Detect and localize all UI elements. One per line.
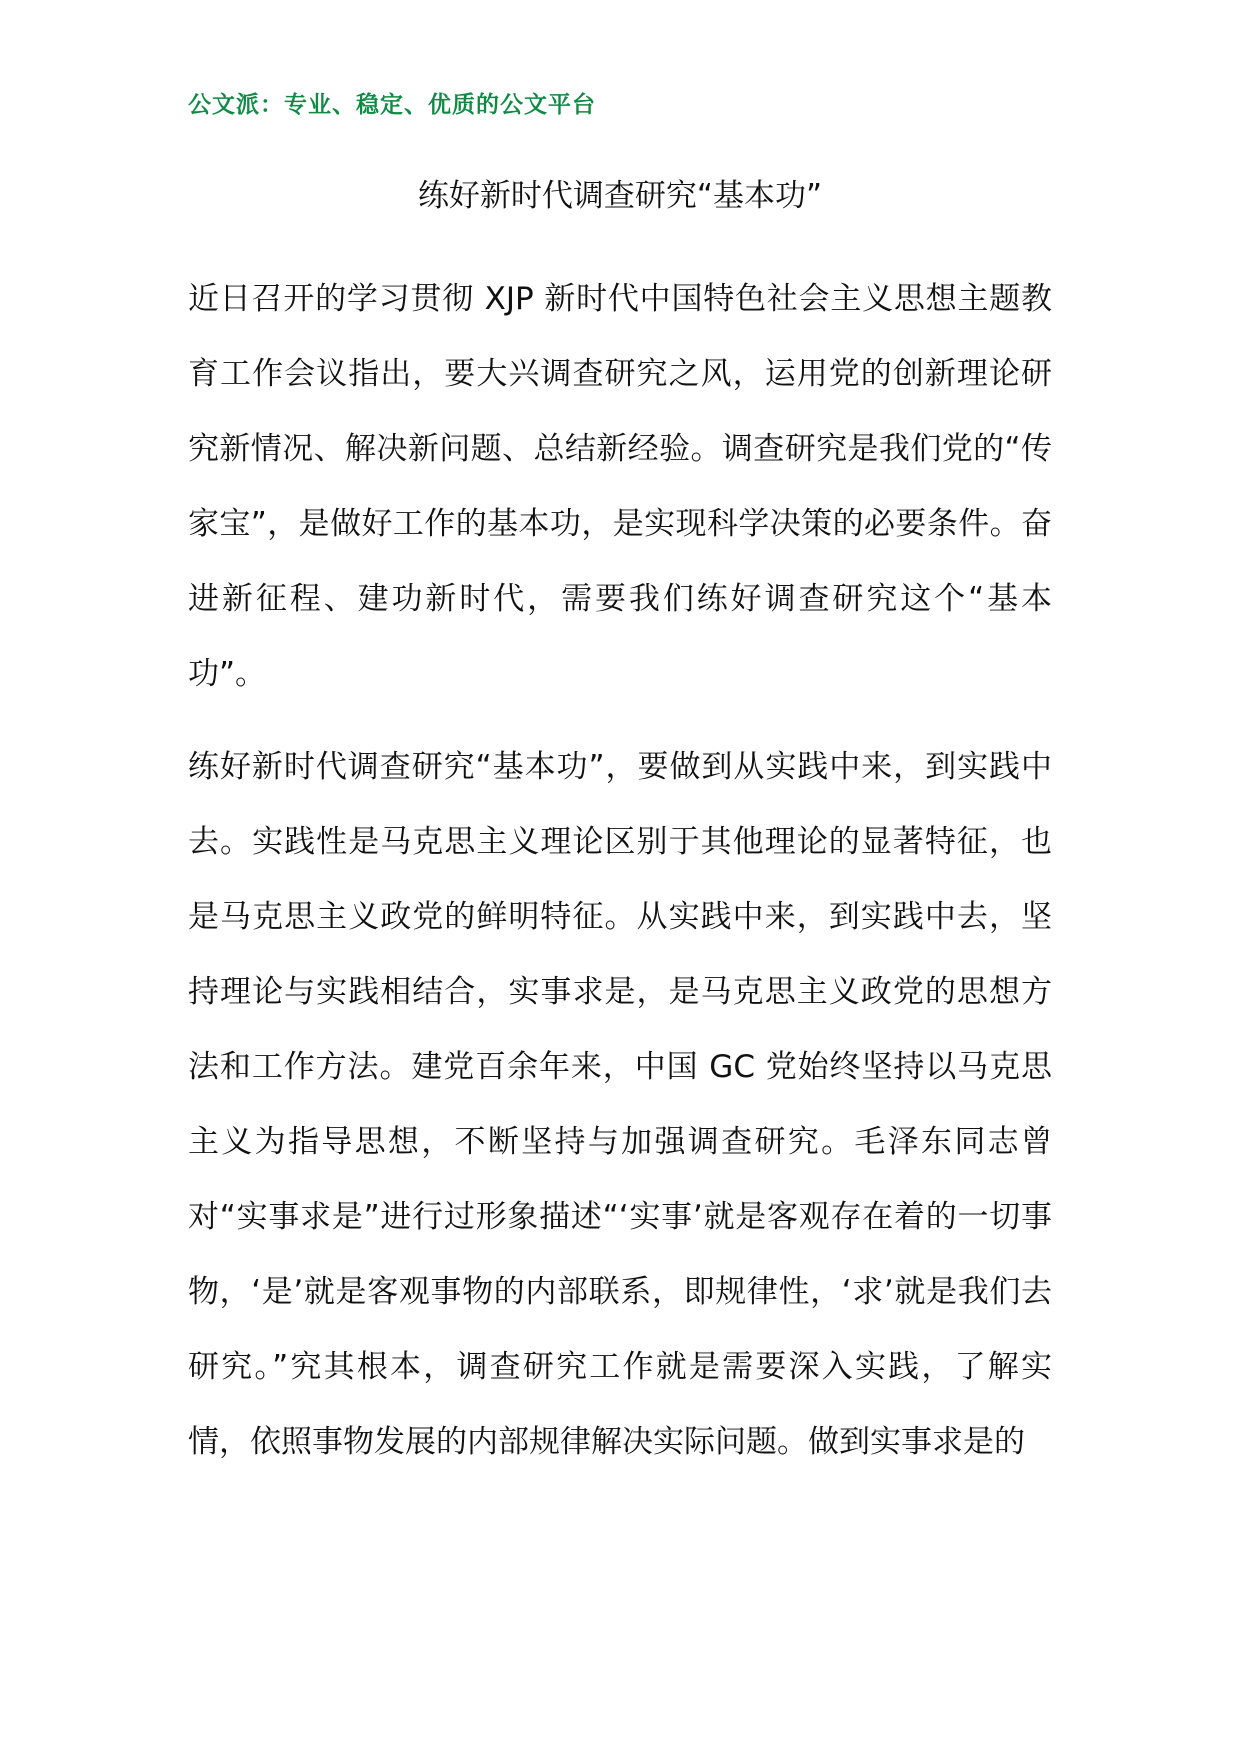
paragraph: 近日召开的学习贯彻 XJP 新时代中国特色社会主义思想主题教育工作会议指出，要大兴调查研究之风，运用党的创新理论研究新情况、解决新问题、总结新经验。调查研究是我们党的“传家宝”，是做好工作的基本功，是实现科学决策的必要条件。奋进新征程、建功新时代，需要我们练好调查研究这个“基本功”。 [188,281,1052,692]
document-title: 练好新时代调查研究“基本功” [417,178,823,214]
site-header-line: 公文派：专业、稳定、优质的公文平台 [188,91,596,118]
document-body [188,262,1052,1498]
paragraph: 练好新时代调查研究“基本功”，要做到从实践中来，到实践中去。实践性是马克思主义理论区别于其他理论的显著特征，也是马克思主义政党的鲜明特征。从实践中来，到实践中去，坚持理论与实践相结合，实事求是，是马克思主义政党的思想方法和工作方法。建党百余年来，中国 GC 党始终坚持以马克思主义为指导思想，不断坚持与加强调查研究。毛泽东同志曾对“实事求是”进行过形象描述“‘实事’就是客观存在着的一切事物，‘是’就是客观事物的内部联系，即规律性，‘求’就是我们去研究。”究其根本，调查研究工作就是需要深入实践，了解实情，依照事物发展的内部规律解决实际问题。做到实事求是的 [188,749,1052,1460]
